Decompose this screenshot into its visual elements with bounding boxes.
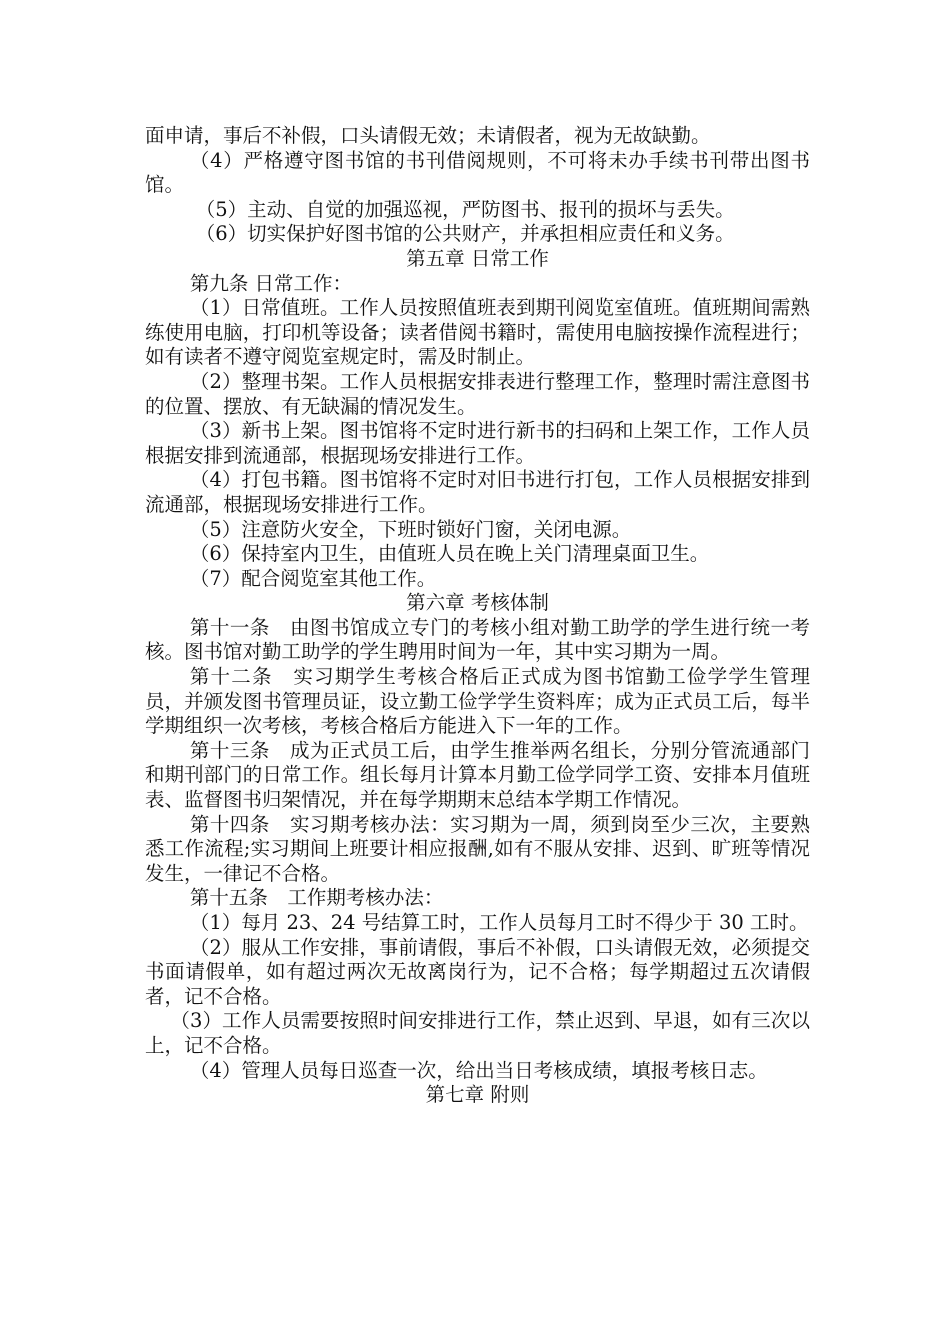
- paragraph: 第十一条 由图书馆成立专门的考核小组对勤工助学的学生进行统一考核。图书馆对勤工助学的学生聘用时间为一年，其中实习期为一周。: [145, 615, 810, 664]
- chapter-heading: 第六章 考核体制: [406, 591, 549, 615]
- chapter-heading: 第七章 附则: [425, 1083, 530, 1107]
- paragraph: （4）管理人员每日巡查一次，给出当日考核成绩，填报考核日志。: [189, 1058, 768, 1082]
- paragraph: 第十二条 实习期学生考核合格后正式成为图书馆勤工俭学学生管理员，并颁发图书管理员证，设立勤工俭学学生资料库；成为正式员工后，每半学期组织一次考核，考核合格后方能进入下一年的工作。: [145, 665, 810, 738]
- paragraph: （1）每月 23、24 号结算工时，工作人员每月工时不得少于 30 工时。: [189, 911, 809, 934]
- paragraph: 第十四条 实习期考核办法：实习期为一周，须到岗至少三次，主要熟悉工作流程;实习期间上班要计相应报酬,如有不服从安排、迟到、旷班等情况发生，一律记不合格。: [145, 812, 810, 885]
- paragraph: （4）严格遵守图书馆的书刊借阅规则，不可将未办手续书刊带出图书馆。: [145, 148, 810, 197]
- paragraph: （2）整理书架。工作人员根据安排表进行整理工作，整理时需注意图书的位置、摆放、有无缺漏的情况发生。: [145, 369, 810, 418]
- paragraph: 第十五条 工作期考核办法：: [189, 886, 444, 910]
- paragraph: （1）日常值班。工作人员按照值班表到期刊阅览室值班。值班期间需熟练使用电脑，打印机等设备；读者借阅书籍时，需使用电脑按操作流程进行；如有读者不遵守阅览室规定时，需及时制止。: [145, 296, 810, 369]
- paragraph: （6）保持室内卫生，由值班人员在晚上关门清理桌面卫生。: [189, 542, 710, 566]
- paragraph: （3）新书上架。图书馆将不定时进行新书的扫码和上架工作，工作人员根据安排到流通部，根据现场安排进行工作。: [145, 419, 810, 467]
- paragraph: 面申请，事后不补假，口头请假无效；未请假者，视为无故缺勤。: [145, 124, 711, 147]
- paragraph: （3）工作人员需要按照时间安排进行工作，禁止迟到、早退，如有三次以上，记不合格。: [145, 1009, 810, 1057]
- chapter-heading: 第五章 日常工作: [406, 246, 549, 270]
- paragraph: （4）打包书籍。图书馆将不定时对旧书进行打包，工作人员根据安排到流通部，根据现场安排进行工作。: [145, 468, 810, 516]
- paragraph: 第十三条 成为正式员工后，由学生推举两名组长，分别分管流通部门和期刊部门的日常工作。组长每月计算本月勤工俭学同学工资、安排本月值班表、监督图书归架情况，并在每学期期末总结本学期工作情况。: [145, 738, 810, 812]
- document-page: [145, 124, 810, 1108]
- paragraph: （7）配合阅览室其他工作。: [189, 566, 437, 590]
- paragraph: （2）服从工作安排，事前请假，事后不补假，口头请假无效，必须提交书面请假单，如有超过两次无故离岗行为，记不合格；每学期超过五次请假者，记不合格。: [145, 935, 810, 1008]
- paragraph: （6）切实保护好图书馆的公共财产，并承担相应责任和义务。: [195, 222, 735, 246]
- paragraph: （5）主动、自觉的加强巡视，严防图书、报刊的损坏与丢失。: [195, 197, 735, 221]
- paragraph: （5）注意防火安全，下班时锁好门窗，关闭电源。: [189, 517, 632, 541]
- paragraph: 第九条 日常工作：: [189, 271, 353, 295]
